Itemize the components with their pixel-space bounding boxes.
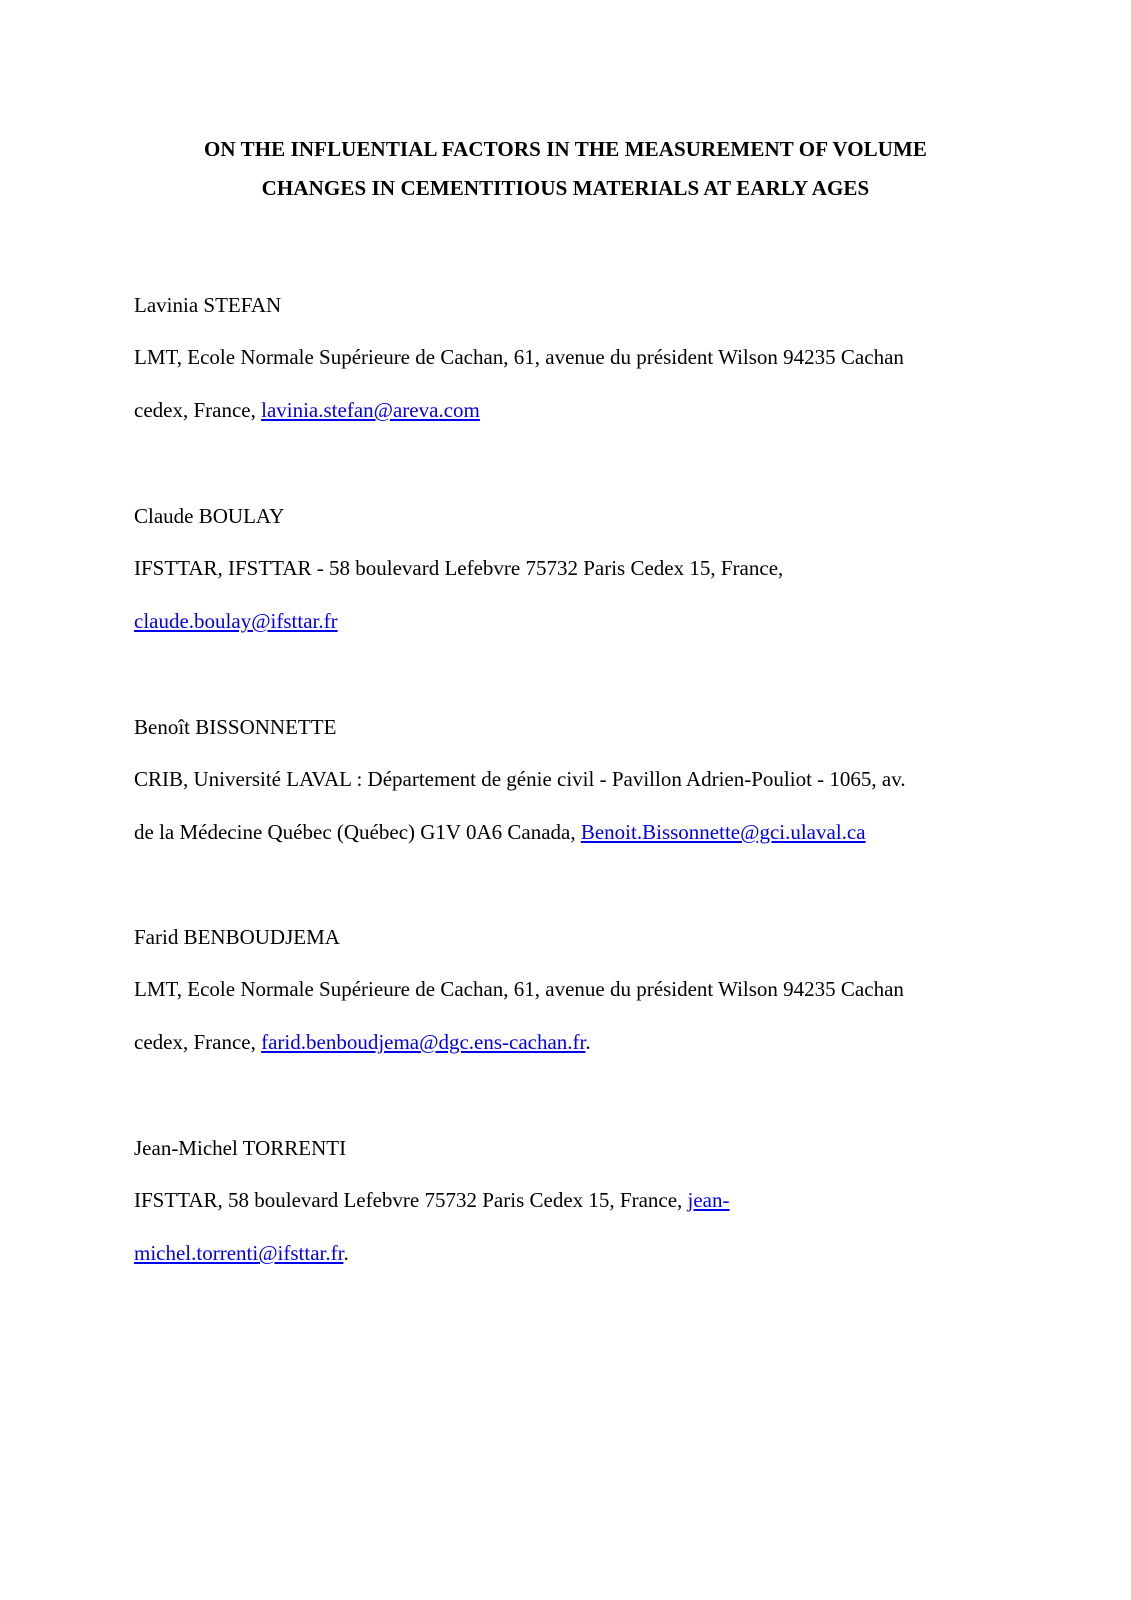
affiliation-suffix: .: [343, 1241, 349, 1265]
author-name: Lavinia STEFAN: [134, 293, 282, 317]
paper-title: [120, 130, 1011, 208]
affiliation-line: [134, 608, 338, 634]
affiliation-suffix: .: [585, 1030, 591, 1054]
email-link[interactable]: jean-: [687, 1188, 730, 1212]
affiliation-text: cedex, France,: [134, 1030, 262, 1054]
affiliation-line: LMT, Ecole Normale Supérieure de Cachan, 61, avenue du président Wilson 94235 Cachan: [134, 345, 904, 369]
author-name: Farid BENBOUDJEMA: [134, 925, 340, 949]
affiliation-line: CRIB, Université LAVAL : Département de génie civil - Pavillon Adrien-Pouliot - 1065, av.: [134, 767, 906, 791]
affiliation-line: [134, 1187, 730, 1213]
affiliation-text: cedex, France,: [134, 398, 262, 422]
affiliation-line: [134, 1029, 591, 1055]
paper-title-line-1: ON THE INFLUENTIAL FACTORS IN THE MEASUREMENT OF VOLUME: [203, 137, 928, 161]
author-name: Claude BOULAY: [134, 504, 285, 528]
email-link[interactable]: lavinia.stefan@areva.com: [261, 398, 480, 422]
author-name: Benoît BISSONNETTE: [134, 715, 337, 739]
affiliation-line: LMT, Ecole Normale Supérieure de Cachan, 61, avenue du président Wilson 94235 Cachan: [134, 977, 904, 1001]
affiliation-line: [134, 397, 480, 423]
affiliation-text: IFSTTAR, 58 boulevard Lefebvre 75732 Paris Cedex 15, France,: [134, 1188, 688, 1212]
paper-title-line-2: CHANGES IN CEMENTITIOUS MATERIALS AT EARLY AGES: [261, 176, 870, 200]
affiliation-line: [134, 819, 866, 845]
affiliation-text: de la Médecine Québec (Québec) G1V 0A6 Canada,: [134, 820, 581, 844]
email-link[interactable]: michel.torrenti@ifsttar.fr: [134, 1241, 344, 1265]
email-link[interactable]: farid.benboudjema@dgc.ens-cachan.fr: [261, 1030, 586, 1054]
email-link[interactable]: claude.boulay@ifsttar.fr: [134, 609, 338, 633]
author-name: Jean-Michel TORRENTI: [134, 1136, 347, 1160]
affiliation-line: IFSTTAR, IFSTTAR - 58 boulevard Lefebvre 75732 Paris Cedex 15, France,: [134, 556, 784, 580]
email-link[interactable]: Benoit.Bissonnette@gci.ulaval.ca: [580, 820, 866, 844]
affiliation-line: [134, 1240, 349, 1266]
